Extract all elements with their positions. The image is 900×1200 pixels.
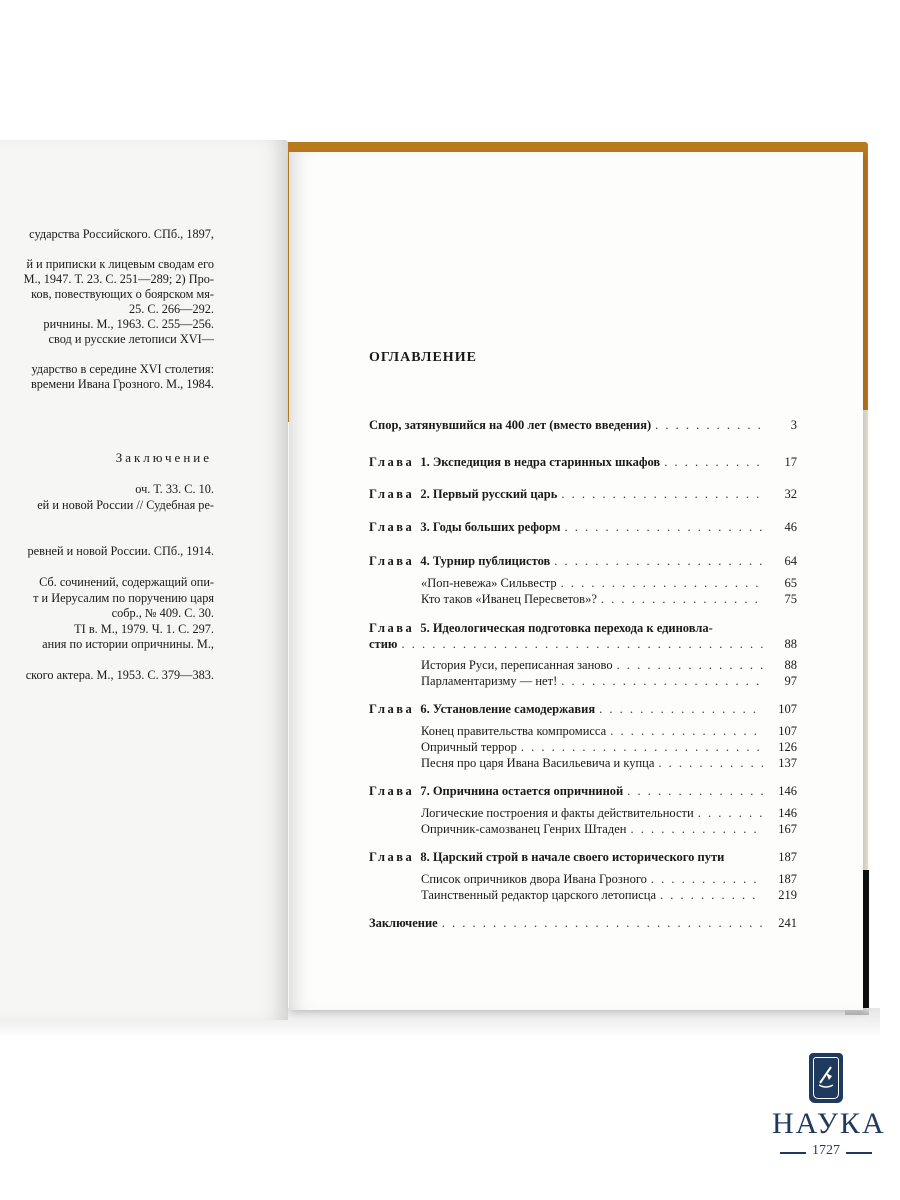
toc-entry[interactable] bbox=[369, 849, 797, 865]
toc-entry[interactable] bbox=[421, 575, 797, 591]
left-page-line: собр., № 409. С. 30. bbox=[111, 606, 214, 620]
toc-page-number: 64 bbox=[784, 554, 797, 568]
left-page-line: времени Ивана Грозного. М., 1984. bbox=[30, 377, 214, 391]
toc-page-number: 97 bbox=[784, 674, 797, 688]
left-page-line: ударство в середине XVI столетия: bbox=[31, 362, 214, 376]
left-page-line: ков, повествующих о боярском мя- bbox=[31, 287, 214, 301]
toc-entry[interactable] bbox=[421, 871, 797, 887]
left-page-line: свод и русские летописи XVI— bbox=[48, 332, 214, 346]
toc-page-number: 46 bbox=[784, 520, 797, 534]
toc-leader-dots bbox=[658, 755, 763, 771]
toc-entry[interactable] bbox=[369, 417, 797, 433]
toc-page-number: 146 bbox=[778, 806, 797, 820]
toc-page-number: 241 bbox=[778, 916, 797, 930]
toc-page-number: 146 bbox=[778, 784, 797, 798]
left-page-line: ского актера. М., 1953. С. 379—383. bbox=[25, 668, 214, 682]
toc-entry[interactable] bbox=[369, 915, 797, 931]
toc-leader-dots bbox=[610, 723, 763, 739]
publisher-name: НАУКА bbox=[772, 1107, 886, 1140]
left-page-line: ания по истории опричнины. М., bbox=[42, 637, 214, 651]
left-section-title: Заключение bbox=[115, 450, 212, 465]
toc-entry-label: Спор, затянувшийся на 400 лет (вместо введения) bbox=[369, 418, 652, 432]
left-page-line: ТІ в. М., 1979. Ч. 1. С. 297. bbox=[74, 621, 214, 636]
toc-page-number: 17 bbox=[784, 455, 797, 469]
toc-entry[interactable] bbox=[369, 636, 797, 652]
toc-entry[interactable] bbox=[369, 454, 797, 470]
toc-page-number: 187 bbox=[778, 872, 797, 886]
toc-entry-label: Глава 1. Экспедиция в недра старинных шкафов bbox=[369, 455, 661, 469]
nauka-logo-icon bbox=[809, 1053, 843, 1103]
left-page-line: ей и новой России // Судебная ре- bbox=[37, 497, 214, 512]
toc-leader-dots bbox=[561, 673, 763, 689]
toc-entry-prefix: Глава bbox=[369, 702, 415, 716]
toc-entry-label: Конец правительства компромисса bbox=[421, 724, 607, 738]
toc-leader-dots bbox=[561, 486, 763, 502]
toc-entry[interactable] bbox=[421, 821, 797, 837]
toc-leader-dots bbox=[561, 575, 763, 591]
left-page-line: ревней и новой России. СПб., 1914. bbox=[27, 544, 214, 558]
left-page-line: й и приписки к лицевым сводам его bbox=[26, 257, 214, 271]
toc-entry-label: Опричник-самозванец Генрих Штаден bbox=[421, 822, 627, 836]
toc-entry[interactable] bbox=[421, 673, 797, 689]
toc-page-number: 137 bbox=[778, 756, 797, 770]
toc-leader-dots bbox=[565, 519, 763, 535]
toc-page-number: 32 bbox=[784, 487, 797, 501]
toc-entry-prefix: Глава bbox=[369, 455, 415, 469]
toc-leader-dots bbox=[655, 417, 763, 433]
toc-leader-dots bbox=[698, 805, 763, 821]
toc-leader-dots bbox=[442, 915, 763, 931]
toc-entry[interactable] bbox=[421, 739, 797, 755]
toc-entry-label: Глава 5. Идеологическая подготовка перехода к единовла- bbox=[369, 621, 713, 635]
toc-entry-label: История Руси, переписанная заново bbox=[421, 658, 613, 672]
left-page-line: оч. Т. 33. С. 10. bbox=[135, 482, 214, 496]
left-page-line: Сб. сочинений, содержащий опи- bbox=[39, 575, 214, 589]
toc-leader-dots bbox=[601, 591, 763, 607]
toc-entry-label: «Поп-невежа» Сильвестр bbox=[421, 576, 557, 590]
toc-entry-label: стию bbox=[369, 637, 398, 651]
toc-page-number: 107 bbox=[778, 724, 797, 738]
toc-page-number: 187 bbox=[778, 850, 797, 864]
toc-entry[interactable] bbox=[421, 657, 797, 673]
left-page-line: ричнины. М., 1963. С. 255—256. bbox=[43, 317, 214, 331]
toc-entry[interactable] bbox=[421, 887, 797, 903]
toc-leader-dots bbox=[617, 657, 763, 673]
toc-entry-label: Глава 8. Царский строй в начале своего исторического пути bbox=[369, 850, 725, 864]
toc-entry-label: Опричный террор bbox=[421, 740, 517, 754]
toc-entry[interactable] bbox=[369, 620, 797, 636]
toc-entry-prefix: Глава bbox=[369, 784, 415, 798]
toc-entry-label: Глава 7. Опричнина остается опричниной bbox=[369, 784, 624, 798]
toc-leader-dots bbox=[521, 739, 763, 755]
toc-entry-prefix: Глава bbox=[369, 621, 415, 635]
toc-entry[interactable] bbox=[369, 553, 797, 569]
left-page-line: сударства Российского. СПб., 1897, bbox=[29, 227, 214, 241]
toc-entry-label: Песня про царя Ивана Васильевича и купца bbox=[421, 756, 655, 770]
toc-entry-label: Кто таков «Иванец Пересветов»? bbox=[421, 592, 597, 606]
toc-entry[interactable] bbox=[369, 701, 797, 717]
toc-leader-dots bbox=[554, 553, 763, 569]
toc-entry[interactable] bbox=[369, 519, 797, 535]
left-page-line: т и Иерусалим по поручению царя bbox=[33, 590, 214, 605]
toc-page-number: 126 bbox=[778, 740, 797, 754]
left-page-line: 25. С. 266—292. bbox=[128, 302, 214, 316]
toc-entry[interactable] bbox=[421, 805, 797, 821]
toc-entry-label: Глава 2. Первый русский царь bbox=[369, 487, 558, 501]
toc-leader-dots bbox=[664, 454, 763, 470]
toc-page-number: 107 bbox=[778, 702, 797, 716]
publisher-year: 1727 bbox=[812, 1143, 840, 1158]
toc-leader-dots bbox=[660, 887, 763, 903]
toc-entry[interactable] bbox=[421, 723, 797, 739]
toc-entry-label: Глава 6. Установление самодержавия bbox=[369, 702, 596, 716]
toc-entry-label: Логические построения и факты действительности bbox=[421, 806, 694, 820]
toc-entry-prefix: Глава bbox=[369, 520, 415, 534]
toc-leader-dots bbox=[401, 636, 763, 652]
toc-entry-label: Парламентаризму — нет! bbox=[421, 674, 558, 688]
toc-entry[interactable] bbox=[421, 591, 797, 607]
toc-page-number: 88 bbox=[784, 637, 797, 651]
toc-entry-label: Глава 3. Годы больших реформ bbox=[369, 520, 561, 534]
toc-entry-label: Таинственный редактор царского летописца bbox=[421, 888, 657, 902]
toc-leader-dots bbox=[599, 701, 763, 717]
toc-entry-label: Глава 4. Турнир публицистов bbox=[369, 554, 551, 568]
toc-page-number: 3 bbox=[790, 418, 797, 432]
toc-entry-prefix: Глава bbox=[369, 554, 415, 568]
toc-title: ОГЛАВЛЕНИЕ bbox=[369, 350, 477, 365]
left-page-line: М., 1947. Т. 23. С. 251—289; 2) Про- bbox=[23, 272, 214, 286]
toc-entry-label: Заключение bbox=[369, 916, 438, 930]
toc-page-number: 88 bbox=[784, 658, 797, 672]
logo-divider-right bbox=[846, 1152, 872, 1154]
toc-leader-dots bbox=[651, 871, 763, 887]
toc-page-number: 167 bbox=[778, 822, 797, 836]
toc-entry-prefix: Глава bbox=[369, 850, 415, 864]
toc-entry-label: Список опричников двора Ивана Грозного bbox=[421, 872, 647, 886]
toc-entry-prefix: Глава bbox=[369, 487, 415, 501]
toc-entry[interactable] bbox=[421, 755, 797, 771]
toc-page-number: 219 bbox=[778, 888, 797, 902]
toc-leader-dots bbox=[627, 783, 763, 799]
toc-entry[interactable] bbox=[369, 486, 797, 502]
toc-leader-dots bbox=[630, 821, 763, 837]
toc-entry[interactable] bbox=[369, 783, 797, 799]
toc-page-number: 65 bbox=[784, 576, 797, 590]
toc-page-number: 75 bbox=[784, 592, 797, 606]
